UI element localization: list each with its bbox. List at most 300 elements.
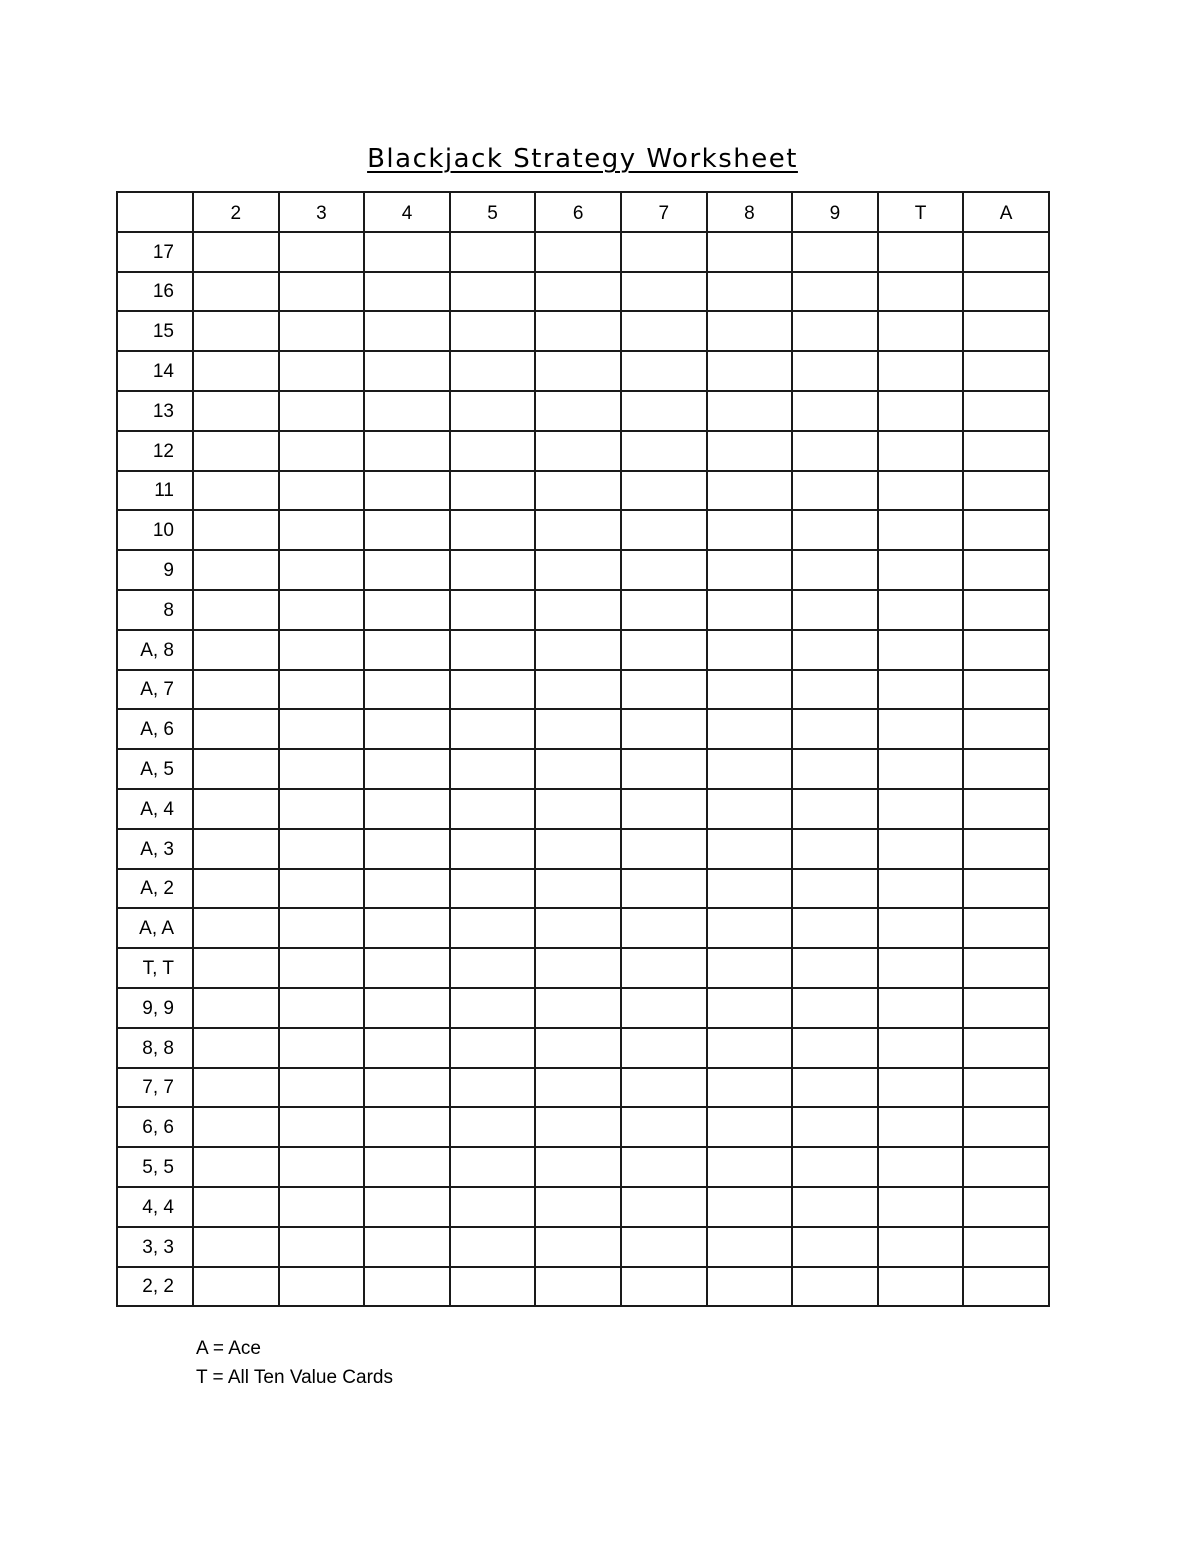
- strategy-cell[interactable]: [963, 948, 1049, 988]
- page-title: Blackjack Strategy Worksheet: [367, 144, 798, 174]
- dealer-card-header: 8: [707, 192, 793, 232]
- strategy-cell[interactable]: [963, 1187, 1049, 1227]
- strategy-cell[interactable]: [878, 1147, 964, 1187]
- strategy-cell[interactable]: [450, 670, 536, 710]
- strategy-cell[interactable]: [707, 550, 793, 590]
- strategy-cell[interactable]: [878, 311, 964, 351]
- strategy-cell[interactable]: [792, 351, 878, 391]
- strategy-cell[interactable]: [279, 670, 365, 710]
- strategy-cell[interactable]: [279, 1068, 365, 1108]
- strategy-cell[interactable]: [621, 272, 707, 312]
- strategy-cell[interactable]: [279, 1147, 365, 1187]
- strategy-cell[interactable]: [193, 829, 279, 869]
- player-hand-label: 15: [117, 311, 193, 351]
- strategy-cell[interactable]: [535, 351, 621, 391]
- strategy-cell[interactable]: [535, 1147, 621, 1187]
- strategy-cell[interactable]: [707, 988, 793, 1028]
- strategy-cell[interactable]: [878, 789, 964, 829]
- player-hand-label: 3, 3: [117, 1227, 193, 1267]
- strategy-cell[interactable]: [707, 471, 793, 511]
- strategy-cell[interactable]: [707, 709, 793, 749]
- strategy-cell[interactable]: [535, 1227, 621, 1267]
- strategy-cell[interactable]: [364, 1187, 450, 1227]
- strategy-cell[interactable]: [364, 1147, 450, 1187]
- strategy-cell[interactable]: [279, 829, 365, 869]
- strategy-cell[interactable]: [792, 272, 878, 312]
- strategy-cell[interactable]: [707, 272, 793, 312]
- strategy-cell[interactable]: [535, 431, 621, 471]
- strategy-cell[interactable]: [450, 1068, 536, 1108]
- strategy-cell[interactable]: [279, 988, 365, 1028]
- strategy-cell[interactable]: [279, 630, 365, 670]
- strategy-cell[interactable]: [535, 670, 621, 710]
- strategy-cell[interactable]: [621, 948, 707, 988]
- strategy-cell[interactable]: [963, 431, 1049, 471]
- player-hand-label: A, 7: [117, 670, 193, 710]
- strategy-cell[interactable]: [963, 630, 1049, 670]
- strategy-cell[interactable]: [193, 590, 279, 630]
- strategy-cell[interactable]: [878, 550, 964, 590]
- strategy-cell[interactable]: [364, 749, 450, 789]
- strategy-cell[interactable]: [963, 311, 1049, 351]
- strategy-cell[interactable]: [450, 311, 536, 351]
- player-hand-label: 9, 9: [117, 988, 193, 1028]
- strategy-cell[interactable]: [792, 1107, 878, 1147]
- strategy-cell[interactable]: [792, 1187, 878, 1227]
- strategy-cell[interactable]: [707, 351, 793, 391]
- strategy-cell[interactable]: [535, 789, 621, 829]
- strategy-cell[interactable]: [193, 311, 279, 351]
- strategy-cell[interactable]: [450, 709, 536, 749]
- strategy-cell[interactable]: [193, 948, 279, 988]
- strategy-cell[interactable]: [193, 1147, 279, 1187]
- strategy-cell[interactable]: [364, 391, 450, 431]
- strategy-cell[interactable]: [878, 1227, 964, 1267]
- strategy-cell[interactable]: [450, 948, 536, 988]
- strategy-cell[interactable]: [621, 1107, 707, 1147]
- strategy-cell[interactable]: [450, 272, 536, 312]
- strategy-cell[interactable]: [963, 590, 1049, 630]
- strategy-cell[interactable]: [450, 351, 536, 391]
- strategy-cell[interactable]: [878, 908, 964, 948]
- table-row: [117, 948, 1049, 988]
- strategy-cell[interactable]: [963, 550, 1049, 590]
- strategy-cell[interactable]: [621, 431, 707, 471]
- strategy-cell[interactable]: [450, 908, 536, 948]
- strategy-cell[interactable]: [193, 1187, 279, 1227]
- strategy-cell[interactable]: [707, 1187, 793, 1227]
- strategy-cell[interactable]: [878, 431, 964, 471]
- strategy-cell[interactable]: [279, 232, 365, 272]
- strategy-cell[interactable]: [792, 630, 878, 670]
- strategy-cell[interactable]: [279, 1187, 365, 1227]
- strategy-cell[interactable]: [878, 869, 964, 909]
- strategy-cell[interactable]: [193, 1107, 279, 1147]
- strategy-cell[interactable]: [450, 749, 536, 789]
- strategy-cell[interactable]: [963, 510, 1049, 550]
- strategy-cell[interactable]: [707, 232, 793, 272]
- strategy-cell[interactable]: [621, 630, 707, 670]
- table-row: [117, 988, 1049, 1028]
- strategy-cell[interactable]: [535, 232, 621, 272]
- strategy-cell[interactable]: [450, 829, 536, 869]
- strategy-cell[interactable]: [364, 670, 450, 710]
- strategy-cell[interactable]: [193, 670, 279, 710]
- player-hand-label: 17: [117, 232, 193, 272]
- strategy-cell[interactable]: [364, 709, 450, 749]
- strategy-cell[interactable]: [193, 630, 279, 670]
- strategy-cell[interactable]: [450, 590, 536, 630]
- strategy-cell[interactable]: [450, 1187, 536, 1227]
- strategy-cell[interactable]: [878, 391, 964, 431]
- table-row: [117, 1107, 1049, 1147]
- strategy-cell[interactable]: [364, 1028, 450, 1068]
- strategy-cell[interactable]: [621, 510, 707, 550]
- table-row: [117, 908, 1049, 948]
- strategy-cell[interactable]: [279, 272, 365, 312]
- strategy-cell[interactable]: [364, 510, 450, 550]
- strategy-cell[interactable]: [364, 351, 450, 391]
- strategy-cell[interactable]: [878, 670, 964, 710]
- strategy-cell[interactable]: [279, 789, 365, 829]
- strategy-cell[interactable]: [621, 829, 707, 869]
- strategy-cell[interactable]: [279, 391, 365, 431]
- strategy-cell[interactable]: [364, 550, 450, 590]
- strategy-cell[interactable]: [450, 789, 536, 829]
- strategy-cell[interactable]: [364, 829, 450, 869]
- strategy-cell[interactable]: [878, 351, 964, 391]
- player-hand-label: A, 5: [117, 749, 193, 789]
- strategy-cell[interactable]: [878, 709, 964, 749]
- strategy-cell[interactable]: [963, 1068, 1049, 1108]
- strategy-cell[interactable]: [364, 948, 450, 988]
- strategy-cell[interactable]: [792, 988, 878, 1028]
- strategy-cell[interactable]: [364, 311, 450, 351]
- strategy-cell[interactable]: [792, 869, 878, 909]
- strategy-cell[interactable]: [621, 550, 707, 590]
- strategy-cell[interactable]: [535, 630, 621, 670]
- strategy-cell[interactable]: [621, 1187, 707, 1227]
- strategy-cell[interactable]: [364, 908, 450, 948]
- strategy-cell[interactable]: [364, 1068, 450, 1108]
- strategy-cell[interactable]: [450, 232, 536, 272]
- strategy-cell[interactable]: [707, 1227, 793, 1267]
- strategy-cell[interactable]: [450, 391, 536, 431]
- strategy-cell[interactable]: [878, 988, 964, 1028]
- strategy-cell[interactable]: [193, 471, 279, 511]
- strategy-cell[interactable]: [621, 869, 707, 909]
- strategy-cell[interactable]: [878, 1267, 964, 1307]
- strategy-cell[interactable]: [707, 1068, 793, 1108]
- strategy-cell[interactable]: [364, 1227, 450, 1267]
- strategy-cell[interactable]: [450, 1147, 536, 1187]
- strategy-cell[interactable]: [792, 1068, 878, 1108]
- strategy-cell[interactable]: [707, 829, 793, 869]
- strategy-cell[interactable]: [279, 869, 365, 909]
- strategy-cell[interactable]: [621, 749, 707, 789]
- strategy-cell[interactable]: [450, 988, 536, 1028]
- strategy-cell[interactable]: [792, 908, 878, 948]
- strategy-cell[interactable]: [707, 1028, 793, 1068]
- strategy-cell[interactable]: [878, 630, 964, 670]
- dealer-card-header: 5: [450, 192, 536, 232]
- strategy-cell[interactable]: [792, 829, 878, 869]
- strategy-cell[interactable]: [535, 908, 621, 948]
- strategy-cell[interactable]: [792, 709, 878, 749]
- strategy-cell[interactable]: [279, 948, 365, 988]
- strategy-cell[interactable]: [878, 1028, 964, 1068]
- strategy-cell[interactable]: [364, 630, 450, 670]
- strategy-cell[interactable]: [193, 709, 279, 749]
- strategy-cell[interactable]: [963, 670, 1049, 710]
- strategy-cell[interactable]: [707, 391, 793, 431]
- strategy-cell[interactable]: [878, 1187, 964, 1227]
- strategy-cell[interactable]: [878, 510, 964, 550]
- strategy-cell[interactable]: [707, 1107, 793, 1147]
- dealer-card-header: 7: [621, 192, 707, 232]
- strategy-cell[interactable]: [707, 431, 793, 471]
- strategy-cell[interactable]: [963, 351, 1049, 391]
- strategy-cell[interactable]: [621, 1267, 707, 1307]
- strategy-cell[interactable]: [792, 789, 878, 829]
- strategy-cell[interactable]: [535, 471, 621, 511]
- strategy-cell[interactable]: [279, 908, 365, 948]
- strategy-cell[interactable]: [707, 869, 793, 909]
- strategy-cell[interactable]: [535, 272, 621, 312]
- strategy-cell[interactable]: [450, 1227, 536, 1267]
- strategy-cell[interactable]: [621, 709, 707, 749]
- table-row: [117, 351, 1049, 391]
- strategy-cell[interactable]: [792, 590, 878, 630]
- strategy-cell[interactable]: [535, 550, 621, 590]
- strategy-cell[interactable]: [535, 1028, 621, 1068]
- strategy-cell[interactable]: [450, 1267, 536, 1307]
- strategy-cell[interactable]: [193, 869, 279, 909]
- strategy-cell[interactable]: [364, 471, 450, 511]
- strategy-cell[interactable]: [279, 431, 365, 471]
- strategy-cell[interactable]: [450, 1107, 536, 1147]
- strategy-cell[interactable]: [279, 351, 365, 391]
- strategy-cell[interactable]: [450, 869, 536, 909]
- strategy-cell[interactable]: [193, 789, 279, 829]
- strategy-cell[interactable]: [535, 948, 621, 988]
- strategy-cell[interactable]: [792, 1267, 878, 1307]
- strategy-cell[interactable]: [193, 908, 279, 948]
- dealer-card-header: T: [878, 192, 964, 232]
- strategy-cell[interactable]: [193, 1068, 279, 1108]
- player-hand-label: 9: [117, 550, 193, 590]
- strategy-cell[interactable]: [193, 1028, 279, 1068]
- strategy-cell[interactable]: [792, 948, 878, 988]
- strategy-cell[interactable]: [707, 948, 793, 988]
- strategy-cell[interactable]: [193, 1227, 279, 1267]
- strategy-cell[interactable]: [364, 232, 450, 272]
- strategy-cell[interactable]: [878, 829, 964, 869]
- strategy-cell[interactable]: [535, 1107, 621, 1147]
- strategy-cell[interactable]: [279, 709, 365, 749]
- strategy-cell[interactable]: [535, 829, 621, 869]
- strategy-cell[interactable]: [621, 908, 707, 948]
- strategy-cell[interactable]: [193, 1267, 279, 1307]
- strategy-cell[interactable]: [707, 789, 793, 829]
- strategy-cell[interactable]: [621, 351, 707, 391]
- strategy-cell[interactable]: [963, 749, 1049, 789]
- strategy-cell[interactable]: [792, 550, 878, 590]
- strategy-cell[interactable]: [364, 1107, 450, 1147]
- player-hand-label: 11: [117, 471, 193, 511]
- strategy-cell[interactable]: [193, 351, 279, 391]
- strategy-cell[interactable]: [621, 471, 707, 511]
- strategy-cell[interactable]: [878, 749, 964, 789]
- strategy-cell[interactable]: [621, 311, 707, 351]
- strategy-cell[interactable]: [193, 550, 279, 590]
- strategy-cell[interactable]: [364, 1267, 450, 1307]
- strategy-cell[interactable]: [621, 590, 707, 630]
- strategy-cell[interactable]: [963, 908, 1049, 948]
- strategy-cell[interactable]: [621, 670, 707, 710]
- strategy-cell[interactable]: [364, 869, 450, 909]
- strategy-cell[interactable]: [963, 869, 1049, 909]
- player-hand-label: 8, 8: [117, 1028, 193, 1068]
- strategy-cell[interactable]: [193, 749, 279, 789]
- strategy-cell[interactable]: [535, 510, 621, 550]
- strategy-cell[interactable]: [792, 670, 878, 710]
- strategy-cell[interactable]: [792, 311, 878, 351]
- strategy-cell[interactable]: [963, 829, 1049, 869]
- strategy-cell[interactable]: [621, 1028, 707, 1068]
- strategy-cell[interactable]: [707, 670, 793, 710]
- strategy-cell[interactable]: [364, 590, 450, 630]
- strategy-cell[interactable]: [963, 789, 1049, 829]
- strategy-cell[interactable]: [792, 471, 878, 511]
- strategy-cell[interactable]: [963, 1227, 1049, 1267]
- strategy-cell[interactable]: [621, 988, 707, 1028]
- strategy-cell[interactable]: [279, 471, 365, 511]
- strategy-cell[interactable]: [535, 590, 621, 630]
- player-hand-label: 13: [117, 391, 193, 431]
- strategy-cell[interactable]: [450, 510, 536, 550]
- strategy-cell[interactable]: [963, 272, 1049, 312]
- player-hand-label: 2, 2: [117, 1267, 193, 1307]
- strategy-cell[interactable]: [707, 908, 793, 948]
- strategy-cell[interactable]: [279, 550, 365, 590]
- strategy-cell[interactable]: [707, 510, 793, 550]
- strategy-cell[interactable]: [364, 272, 450, 312]
- strategy-cell[interactable]: [963, 1147, 1049, 1187]
- strategy-cell[interactable]: [792, 431, 878, 471]
- strategy-cell[interactable]: [279, 590, 365, 630]
- strategy-cell[interactable]: [963, 1028, 1049, 1068]
- player-hand-label: 16: [117, 272, 193, 312]
- strategy-cell[interactable]: [963, 391, 1049, 431]
- strategy-cell[interactable]: [621, 789, 707, 829]
- strategy-cell[interactable]: [963, 988, 1049, 1028]
- strategy-cell[interactable]: [450, 550, 536, 590]
- strategy-cell[interactable]: [707, 1147, 793, 1187]
- strategy-cell[interactable]: [193, 431, 279, 471]
- strategy-cell[interactable]: [707, 590, 793, 630]
- strategy-cell[interactable]: [279, 1107, 365, 1147]
- strategy-cell[interactable]: [535, 749, 621, 789]
- strategy-cell[interactable]: [193, 232, 279, 272]
- strategy-cell[interactable]: [535, 391, 621, 431]
- strategy-cell[interactable]: [792, 232, 878, 272]
- strategy-cell[interactable]: [878, 948, 964, 988]
- strategy-cell[interactable]: [878, 272, 964, 312]
- strategy-cell[interactable]: [878, 1107, 964, 1147]
- strategy-cell[interactable]: [535, 869, 621, 909]
- strategy-cell[interactable]: [364, 431, 450, 471]
- strategy-cell[interactable]: [792, 1227, 878, 1267]
- strategy-cell[interactable]: [279, 510, 365, 550]
- strategy-cell[interactable]: [193, 510, 279, 550]
- strategy-cell[interactable]: [450, 471, 536, 511]
- strategy-cell[interactable]: [963, 471, 1049, 511]
- player-hand-label: 7, 7: [117, 1068, 193, 1108]
- strategy-cell[interactable]: [878, 232, 964, 272]
- strategy-cell[interactable]: [878, 590, 964, 630]
- strategy-cell[interactable]: [792, 1147, 878, 1187]
- strategy-cell[interactable]: [279, 1028, 365, 1068]
- strategy-cell[interactable]: [535, 709, 621, 749]
- strategy-cell[interactable]: [963, 1107, 1049, 1147]
- strategy-cell[interactable]: [193, 988, 279, 1028]
- legend-ten: T = All Ten Value Cards: [196, 1367, 393, 1388]
- table-row: [117, 789, 1049, 829]
- strategy-cell[interactable]: [878, 471, 964, 511]
- strategy-cell[interactable]: [963, 232, 1049, 272]
- strategy-cell[interactable]: [279, 1267, 365, 1307]
- dealer-card-header: 4: [364, 192, 450, 232]
- strategy-cell[interactable]: [450, 630, 536, 670]
- strategy-cell[interactable]: [792, 510, 878, 550]
- strategy-cell[interactable]: [535, 1187, 621, 1227]
- strategy-cell[interactable]: [279, 311, 365, 351]
- strategy-cell[interactable]: [707, 630, 793, 670]
- strategy-cell[interactable]: [193, 391, 279, 431]
- strategy-cell[interactable]: [535, 1267, 621, 1307]
- strategy-cell[interactable]: [450, 1028, 536, 1068]
- strategy-cell[interactable]: [279, 1227, 365, 1267]
- strategy-cell[interactable]: [621, 1068, 707, 1108]
- player-hand-label: 8: [117, 590, 193, 630]
- strategy-cell[interactable]: [279, 749, 365, 789]
- strategy-cell[interactable]: [707, 749, 793, 789]
- strategy-cell[interactable]: [621, 391, 707, 431]
- strategy-cell[interactable]: [707, 1267, 793, 1307]
- strategy-cell[interactable]: [621, 1147, 707, 1187]
- strategy-cell[interactable]: [193, 272, 279, 312]
- table-row: [117, 1028, 1049, 1068]
- strategy-cell[interactable]: [535, 988, 621, 1028]
- strategy-cell[interactable]: [364, 789, 450, 829]
- strategy-cell[interactable]: [364, 988, 450, 1028]
- strategy-cell[interactable]: [792, 1028, 878, 1068]
- strategy-cell[interactable]: [707, 311, 793, 351]
- dealer-card-header: 2: [193, 192, 279, 232]
- strategy-cell[interactable]: [963, 1267, 1049, 1307]
- strategy-cell[interactable]: [792, 391, 878, 431]
- strategy-cell[interactable]: [621, 232, 707, 272]
- strategy-cell[interactable]: [535, 311, 621, 351]
- strategy-cell[interactable]: [535, 1068, 621, 1108]
- strategy-cell[interactable]: [450, 431, 536, 471]
- strategy-cell[interactable]: [878, 1068, 964, 1108]
- strategy-cell[interactable]: [621, 1227, 707, 1267]
- strategy-cell[interactable]: [792, 749, 878, 789]
- dealer-card-header: 3: [279, 192, 365, 232]
- strategy-cell[interactable]: [963, 709, 1049, 749]
